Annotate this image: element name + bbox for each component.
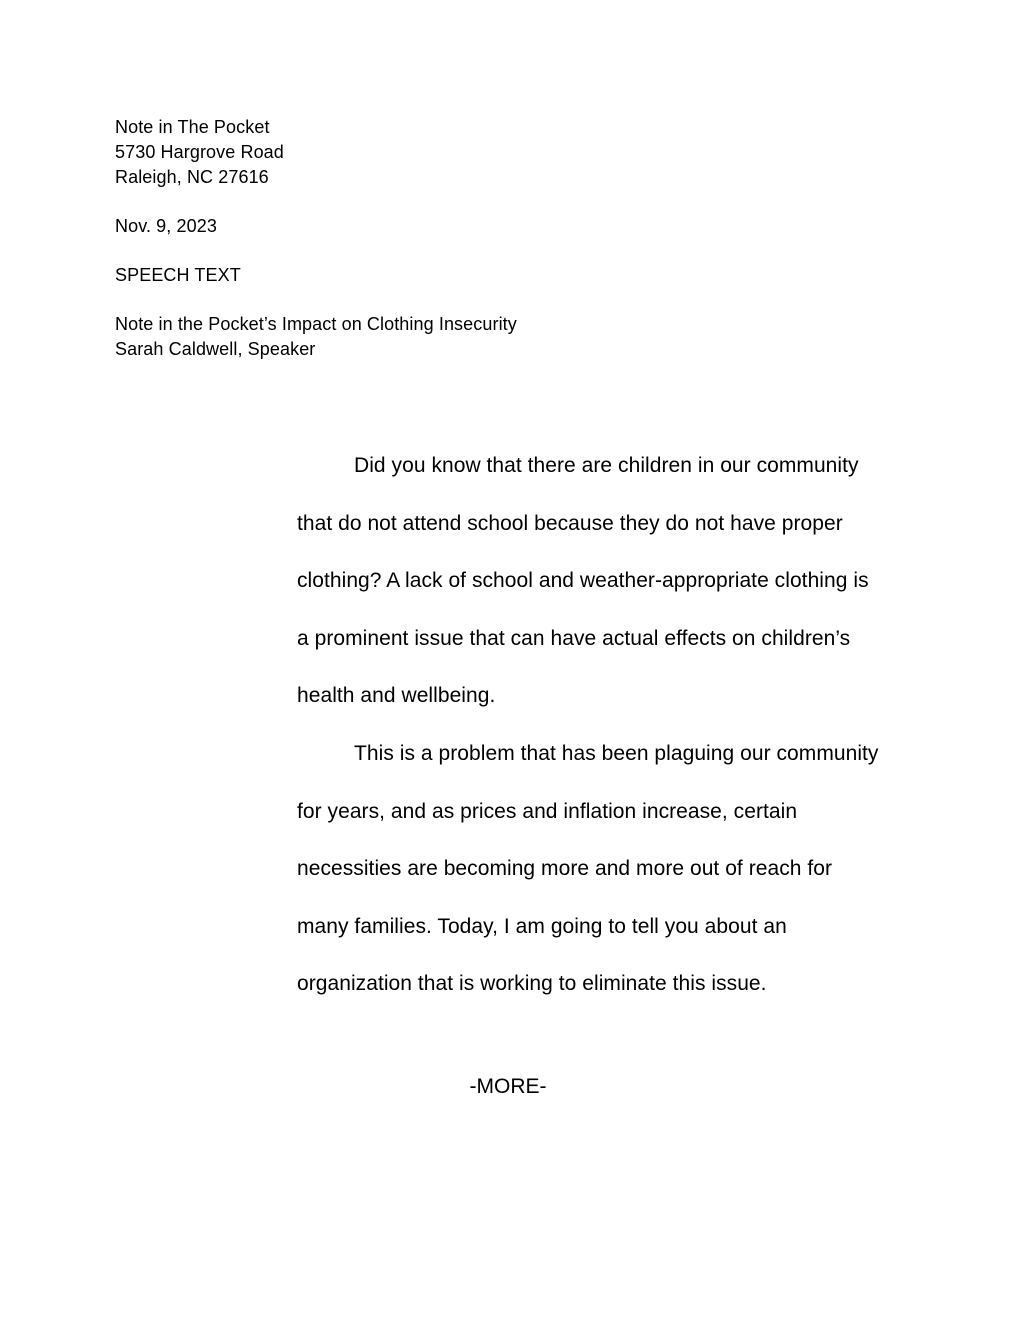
paragraph-1-line-3: clothing? A lack of school and weather-appropriate clothing is [297, 569, 869, 593]
sender-city-state-zip: Raleigh, NC 27616 [115, 167, 269, 187]
speech-title-block [115, 312, 517, 362]
paragraph-1-line-5: health and wellbeing. [297, 684, 496, 708]
paragraph-2-line-5: organization that is working to eliminate this issue. [297, 972, 767, 996]
document-type [115, 263, 241, 288]
paragraph-1-line-2: that do not attend school because they do not have proper [297, 511, 843, 535]
paragraph-2-line-1: This is a problem that has been plaguing our community [354, 741, 879, 765]
date-text: Nov. 9, 2023 [115, 216, 217, 236]
document-date [115, 214, 217, 239]
sender-organization: Note in The Pocket [115, 117, 270, 137]
sender-street: 5730 Hargrove Road [115, 142, 284, 162]
speech-body [297, 437, 897, 1013]
paragraph-2-line-4: many families. Today, I am going to tell you about an [297, 914, 787, 938]
paragraph-1-line-1: Did you know that there are children in our community [354, 454, 859, 477]
paragraph-2-line-2: for years, and as prices and inflation increase, certain [297, 799, 798, 823]
paragraph-2-line-3: necessities are becoming more and more out of reach for [297, 857, 833, 881]
speaker-name: Sarah Caldwell, Speaker [115, 339, 316, 359]
paragraph-1-line-4: a prominent issue that can have actual effects on children’s [297, 626, 851, 650]
document-type-text: SPEECH TEXT [115, 265, 241, 285]
continuation-marker: -MORE- [469, 1075, 547, 1098]
sender-address [115, 115, 284, 190]
speech-title: Note in the Pocket’s Impact on Clothing Insecurity [115, 314, 517, 334]
